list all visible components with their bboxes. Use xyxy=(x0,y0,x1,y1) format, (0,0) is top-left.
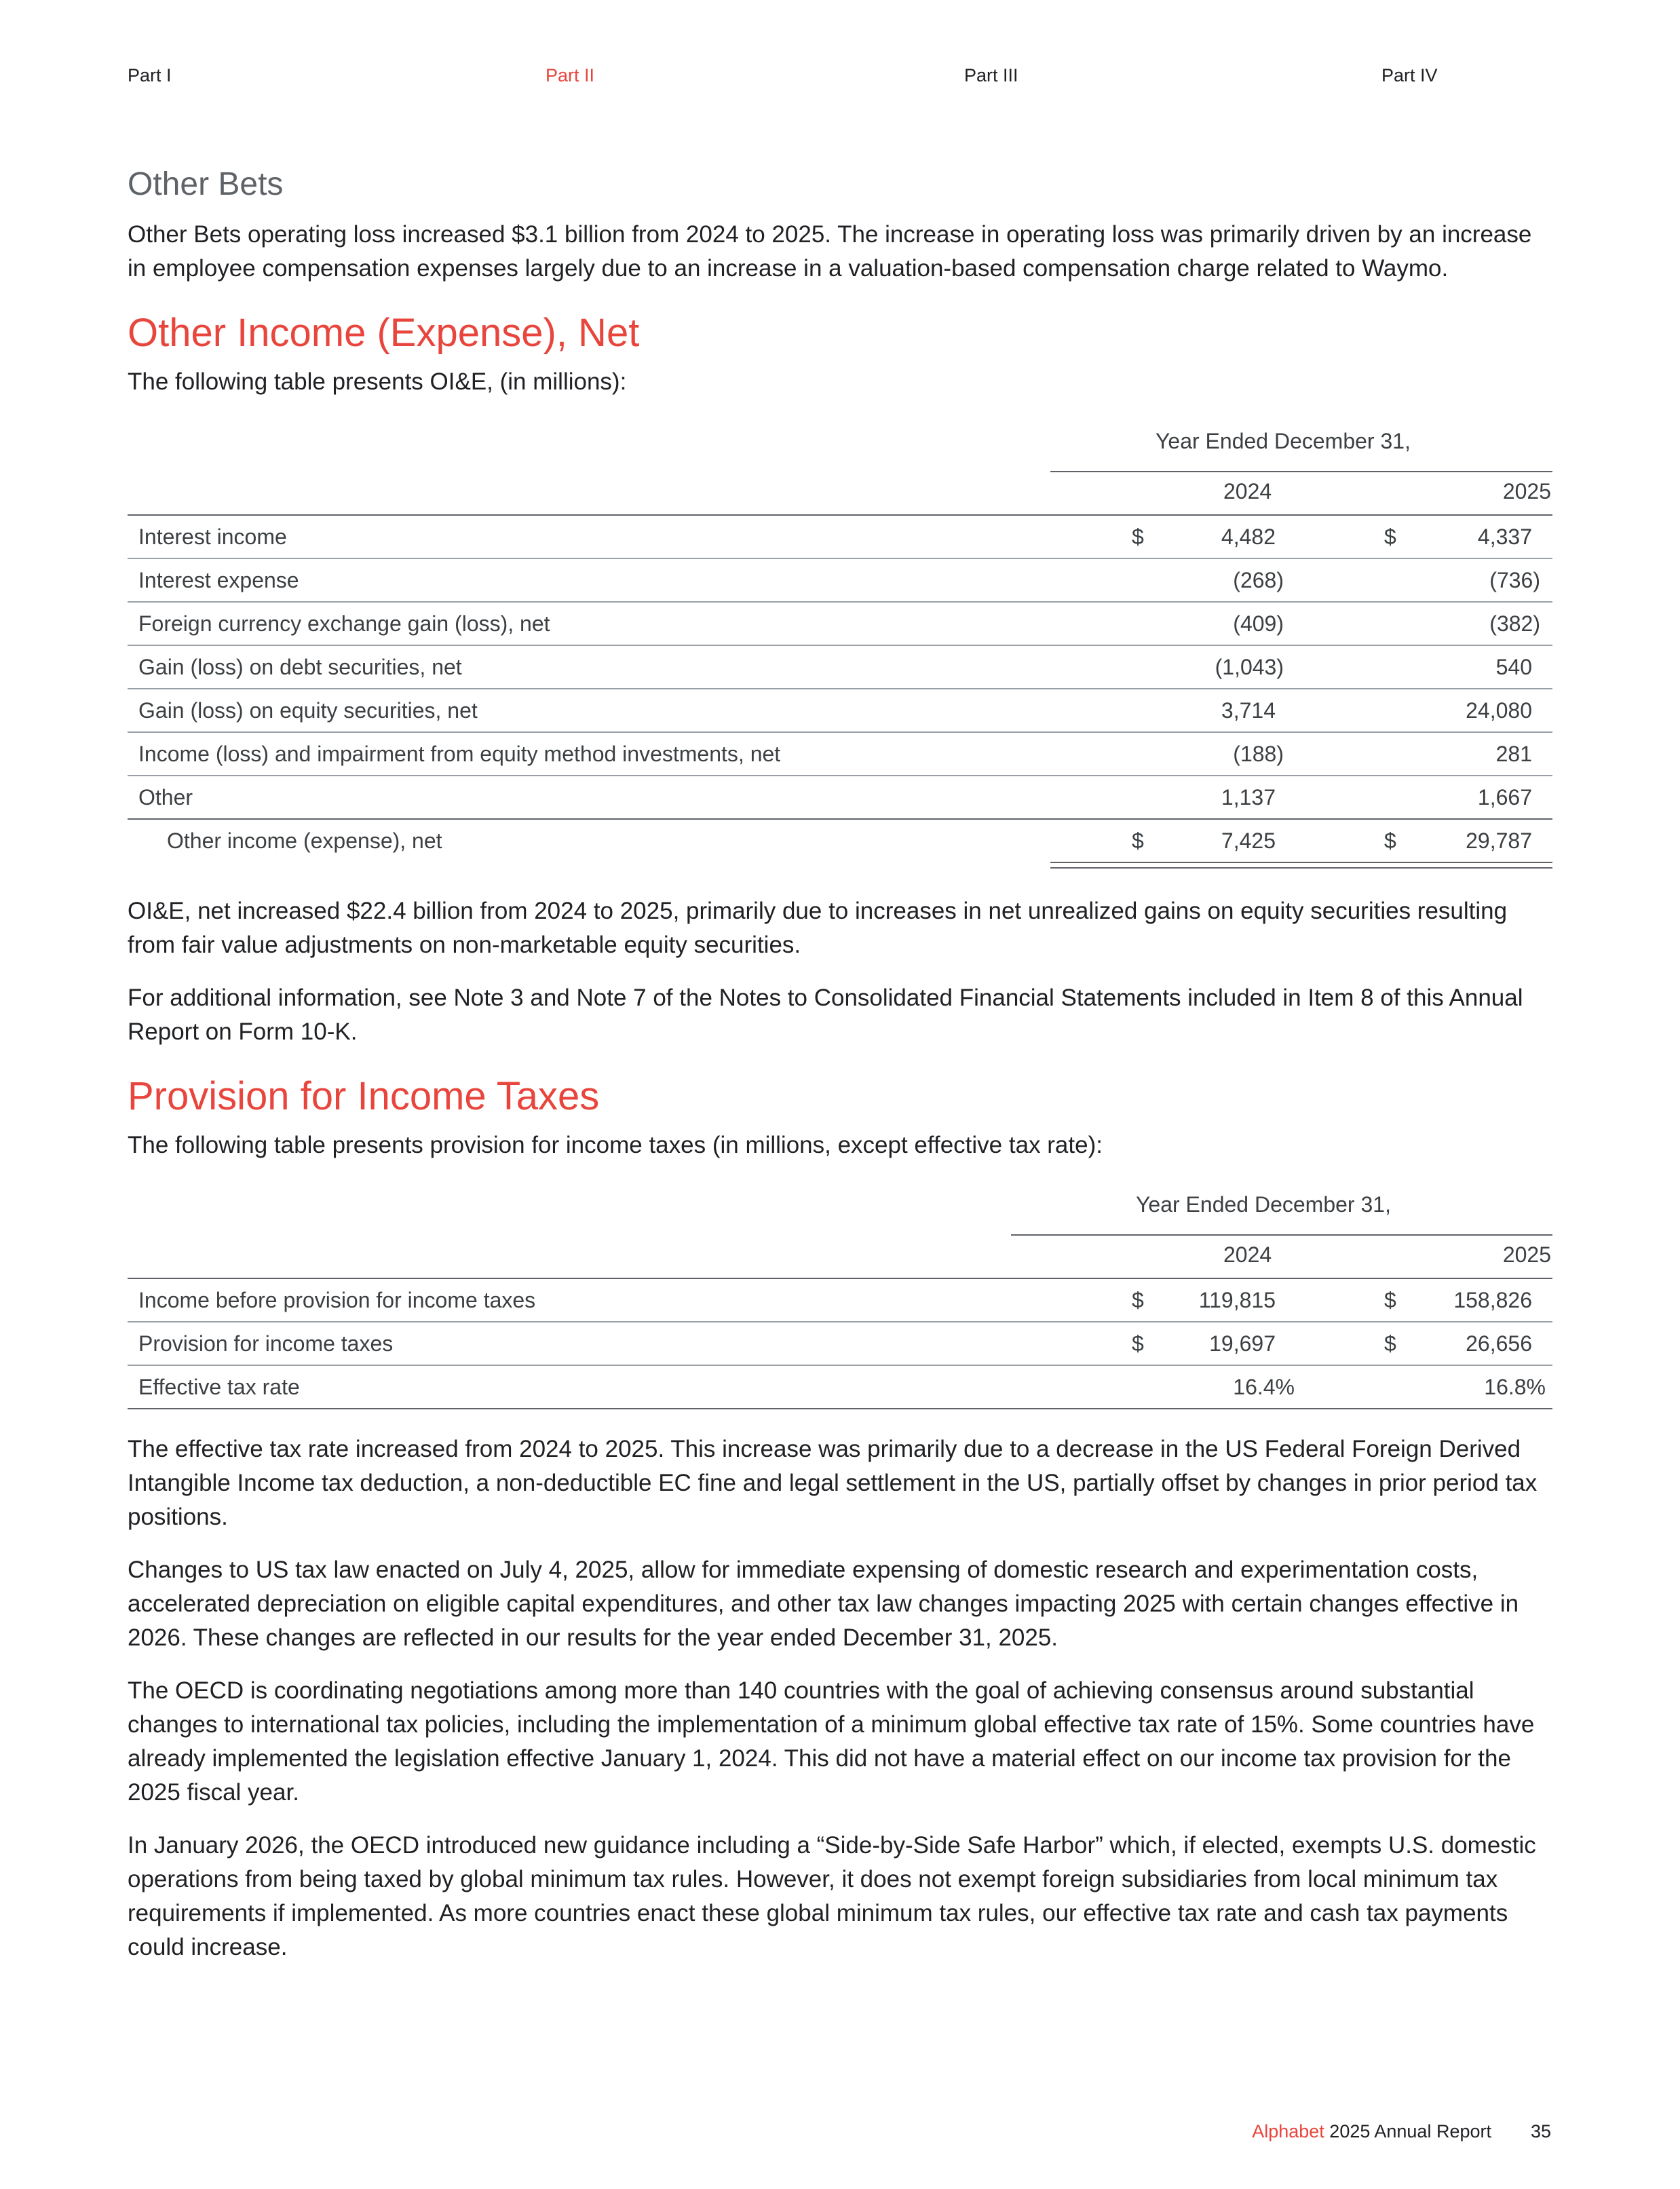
tax-heading: Provision for Income Taxes xyxy=(128,1074,600,1118)
dollar-sign: $ xyxy=(1132,1288,1144,1312)
value-2025: 26,656 xyxy=(1466,1331,1532,1356)
value-2025: 4,337 xyxy=(1477,525,1532,549)
oie-paragraph-2: For additional information, see Note 3 and Note 7 of the Notes to Consolidated Financial Statements included in Item 8 of this Annual Report on Form 10-K. xyxy=(128,985,1523,1045)
table-row xyxy=(128,559,1552,603)
table-row xyxy=(128,646,1552,689)
row-label: Gain (loss) on equity securities, net xyxy=(138,698,478,723)
value-2025: 29,787 xyxy=(1466,829,1532,853)
dollar-sign: $ xyxy=(1384,525,1396,549)
page-content xyxy=(128,166,1552,1983)
nav-part-i[interactable]: Part I xyxy=(128,65,172,85)
tax-table xyxy=(128,1192,1552,1409)
value-2024: 7,425 xyxy=(1221,829,1276,853)
value-2025: 16.8% xyxy=(1484,1375,1546,1399)
tax-paragraph-2: Changes to US tax law enacted on July 4, 2025, allow for immediate expensing of domestic research and experimentation costs, accelerated depreciation on eligible capital expenditures, and other tax law changes impacting 2025 with certain changes effective in 2026. These changes are reflected in our results for the year ended December 31, 2025. xyxy=(128,1557,1519,1651)
other-bets-heading: Other Bets xyxy=(128,166,284,202)
value-2024: (1,043) xyxy=(1215,655,1284,679)
row-label: Interest income xyxy=(138,525,287,549)
value-2024: (188) xyxy=(1233,742,1284,766)
dollar-sign: $ xyxy=(1132,525,1144,549)
row-label: Income before provision for income taxes xyxy=(138,1288,536,1312)
row-label: Other income (expense), net xyxy=(167,829,442,853)
footer-report-name: 2025 Annual Report xyxy=(1329,2121,1491,2142)
total-double-rule xyxy=(128,862,1552,867)
value-2024: 19,697 xyxy=(1209,1331,1276,1356)
value-2024: 4,482 xyxy=(1221,525,1276,549)
oie-col-2024: 2024 xyxy=(1223,479,1272,503)
row-label: Foreign currency exchange gain (loss), net xyxy=(138,611,550,636)
table-row xyxy=(128,1366,1552,1409)
row-label: Provision for income taxes xyxy=(138,1331,394,1356)
table-row xyxy=(128,516,1552,559)
tax-col-2024: 2024 xyxy=(1223,1242,1272,1267)
dollar-sign: $ xyxy=(1132,1331,1144,1356)
row-label: Gain (loss) on debt securities, net xyxy=(138,655,462,679)
dollar-sign: $ xyxy=(1132,829,1144,853)
other-bets-paragraph: Other Bets operating loss increased $3.1 billion from 2024 to 2025. The increase in operating loss was primarily driven by an increase in employee compensation expenses largely due to an increase in a valuation-based compensation charge related to Waymo. xyxy=(128,221,1532,282)
tax-col-2025: 2025 xyxy=(1502,1242,1551,1267)
row-label: Income (loss) and impairment from equity method investments, net xyxy=(138,742,781,766)
table-row xyxy=(128,776,1552,820)
value-2024: (409) xyxy=(1233,611,1284,636)
oie-heading: Other Income (Expense), Net xyxy=(128,311,640,355)
footer-brand: Alphabet xyxy=(1252,2121,1324,2142)
row-label: Effective tax rate xyxy=(138,1375,300,1399)
value-2025: (382) xyxy=(1489,611,1540,636)
oie-table xyxy=(128,429,1552,867)
tax-paragraph-1: The effective tax rate increased from 2024 to 2025. This increase was primarily due to a decrease in the US Federal Foreign Derived Intangible Income tax deduction, a non-deductible EC fine and legal settlement in the US, partially offset by changes in prior period tax positions. xyxy=(128,1436,1538,1530)
dollar-sign: $ xyxy=(1384,1331,1396,1356)
tax-paragraph-3: The OECD is coordinating negotiations among more than 140 countries with the goal of achieving consensus around substantial changes to international tax policies, including the implementation of a minimum global effective tax rate of 15%. Some countries have already implemented the legislation effective January 1, 2024. This did not have a material effect on our income tax provision for the 2025 fiscal year. xyxy=(128,1677,1535,1806)
table-row xyxy=(128,1279,1552,1322)
tax-year-header xyxy=(128,1192,1552,1236)
oie-year-header-label: Year Ended December 31, xyxy=(1156,429,1411,453)
dollar-sign: $ xyxy=(1384,1288,1396,1312)
nav-part-iv[interactable]: Part IV xyxy=(1381,65,1438,85)
tax-column-header xyxy=(128,1236,1552,1279)
double-underline xyxy=(1050,862,1552,869)
value-2025: 540 xyxy=(1495,655,1532,679)
value-2024: 1,137 xyxy=(1221,785,1276,810)
table-row xyxy=(128,689,1552,733)
value-2024: 3,714 xyxy=(1221,698,1276,723)
tax-paragraph-4: In January 2026, the OECD introduced new guidance including a “Side-by-Side Safe Harbor” which, if elected, exempts U.S. domestic operations from being taxed by global minimum tax rules. However, it does not exempt foreign subsidiaries from local minimum tax requirements if implemented. As more countries enact these global minimum tax rules, our effective tax rate and cash tax payments could increase. xyxy=(128,1832,1536,1960)
nav-part-iii[interactable]: Part III xyxy=(964,65,1018,85)
value-2025: 158,826 xyxy=(1453,1288,1532,1312)
dollar-sign: $ xyxy=(1384,829,1396,853)
value-2025: (736) xyxy=(1489,568,1540,592)
oie-col-2025: 2025 xyxy=(1502,479,1551,503)
part-navigation xyxy=(0,65,1680,92)
table-total-row xyxy=(128,820,1552,862)
value-2025: 1,667 xyxy=(1477,785,1532,810)
row-label: Interest expense xyxy=(138,568,299,592)
value-2025: 24,080 xyxy=(1466,698,1532,723)
oie-column-header xyxy=(128,472,1552,516)
value-2024: 16.4% xyxy=(1233,1375,1295,1399)
footer-title xyxy=(1252,2121,1491,2142)
row-label: Other xyxy=(138,785,193,810)
tax-intro: The following table presents provision for income taxes (in millions, except effective tax rate): xyxy=(128,1132,1103,1158)
page-number: 35 xyxy=(1530,2121,1551,2142)
table-row xyxy=(128,733,1552,776)
value-2024: (268) xyxy=(1233,568,1284,592)
nav-part-ii[interactable]: Part II xyxy=(546,65,595,85)
oie-paragraph-1: OI&E, net increased $22.4 billion from 2024 to 2025, primarily due to increases in net unrealized gains on equity securities resulting from fair value adjustments on non-marketable equity securities. xyxy=(128,898,1508,958)
value-2025: 281 xyxy=(1495,742,1532,766)
value-2024: 119,815 xyxy=(1198,1288,1276,1312)
oie-intro: The following table presents OI&E, (in millions): xyxy=(128,368,627,395)
oie-year-header xyxy=(128,429,1552,472)
table-row xyxy=(128,603,1552,646)
tax-year-header-label: Year Ended December 31, xyxy=(1136,1192,1391,1217)
table-row xyxy=(128,1322,1552,1366)
